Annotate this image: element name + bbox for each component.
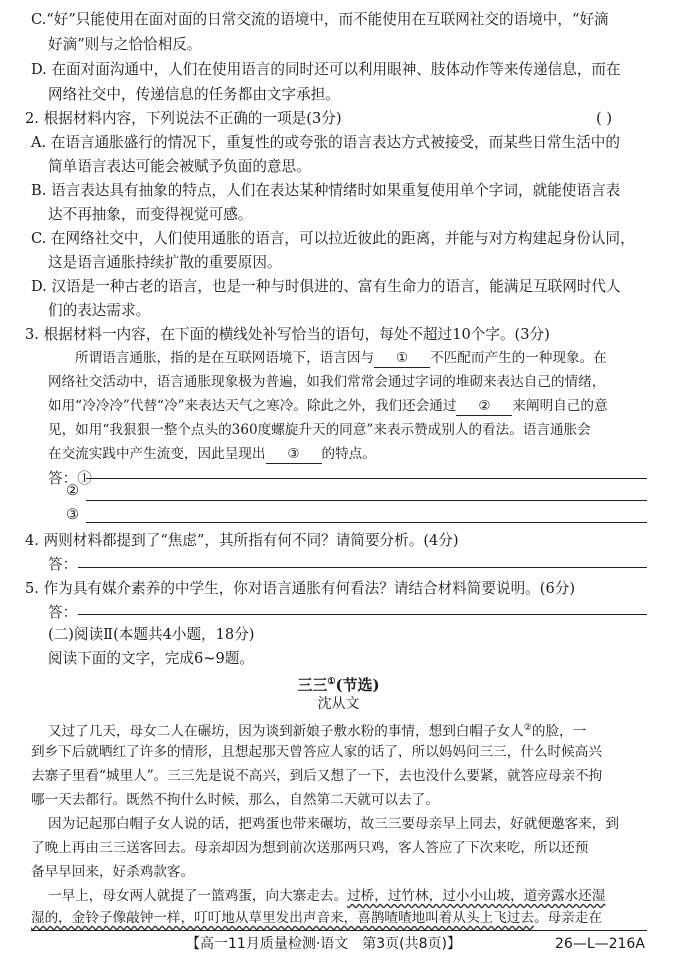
q3-blank-1: ① [374,349,430,368]
q3-blank-2: ② [456,397,512,416]
footer-code: 26—L—216A [555,936,645,952]
q4-answer-label: 答： [48,556,78,573]
q5-stem: 5. 作为具有媒介素养的中学生，你对语言通胀有何看法？请结合材料简要说明。(6分) [25,580,576,597]
story-text: 一早上，母女两人就提了一篮鸡蛋，向大寨走去。 [48,888,348,904]
q3-answer-line-3[interactable] [86,522,647,523]
story-p1-line3: 去寨子里看“城里人”。三三先是说不高兴，到后又想了一下，去也没什么要紧，就答应母亲不拘 [31,768,603,784]
footer-rule [31,930,647,931]
q1-option-d-line2: 网络社交中，传递信息的任务都由文字承担。 [48,86,340,103]
q3-passage-line2: 网络社交活动中，语言通胀现象极为普遍，如我们常常会通过字词的堆砌来表达自己的情绪， [48,374,606,390]
q3-text: 在交流实践中产生流变，因此呈现出 [48,446,266,462]
q3-text: 所谓语言通胀，指的是在互联网语境下，语言因与 [75,350,375,366]
story-text: 的脸，一 [531,723,587,740]
story-p2-line2: 了晚上再由三三送客回去。母亲却因为想到前次送那两只鸡，客人答应了下次来吃，所以还预 [31,840,589,856]
story-p1-line2: 到乡下后就晒红了许多的情形，且想起那天曾答应人家的话了，所以妈妈问三三，什么时候高兴 [31,744,602,760]
q3-answer-line-2[interactable] [86,500,647,501]
story-text: 。母亲走在 [533,910,602,926]
q3-passage-line1 [75,347,607,370]
story-p1-line4: 哪一天去都行。既然不拘什么时候，那么，自然第二天就可以去了。 [31,792,439,808]
q3-text: 来阐明自己的意 [512,398,608,414]
section-heading: (二)阅读Ⅱ(本题共4小题，18分) [48,626,255,643]
q3-passage-line4: 见，如用“我狠狠一整个点头的360度螺旋升天的同意”来表示赞成别人的看法。语言通胀会 [48,422,591,438]
wavy-underlined-text: 湿的，金铃子像敲钟一样，叮叮地从草里发出声音来，喜鹊喳喳地叫着从头上飞过去 [31,910,534,926]
answer-number: ① [77,470,92,487]
q2-answer-paren: ( ) [596,110,613,127]
q3-passage-line3 [48,395,608,418]
story-text: 又过了几天，母女二人在碾坊，因为谈到新娘子敷水粉的事情，想到白帽子女人 [48,723,524,740]
story-p1-line1 [48,717,586,744]
q5-answer-label: 答： [48,604,78,621]
footer-page-info: 【高一11月质量检测·语文 第3页(共8页)】 [186,936,462,952]
story-title-suffix: (节选) [335,676,380,694]
q2-option-b-line1: B. 语言表达具有抽象的特点，人们在表达某种情绪时如果重复使用单个字词，就能使语言表 [31,182,621,199]
q3-text: 的特点。 [321,446,376,462]
q2-option-b-line2: 达不再抽象，而变得视觉可感。 [48,206,253,223]
q3-blank-3: ③ [266,445,322,464]
q4-answer-line[interactable] [78,567,647,568]
q3-stem: 3. 根据材料一内容，在下面的横线处补写恰当的语句，每处不超过10个字。(3分) [25,326,550,343]
q3-passage-line5 [48,443,376,466]
q2-stem: 2. 根据材料内容，下列说法不正确的一项是(3分) [25,110,342,127]
q2-option-c-line1: C. 在网络社交中，人们使用通胀的语言，可以拉近彼此的距离，并能与对方构建起身份认同， [31,230,635,247]
q2-option-d-line1: D. 汉语是一种古老的语言，也是一种与时俱进的、富有生命力的语言，能满足互联网时代人 [31,278,621,295]
story-title-text: 三三 [297,676,328,694]
q2-option-a-line1: A. 在语言通胀盛行的情况下，重复性的或夸张的语言表达方式被接受，而某些日常生活中的 [31,134,620,151]
story-p2-line3: 备早早回来，好杀鸡款客。 [31,864,195,880]
q1-option-d-line1: D. 在面对面沟通中，人们在使用语言的同时还可以利用眼神、肢体动作等来传递信息，而在 [31,61,621,78]
story-p2-line1: 因为记起那白帽子女人说的话，把鸡蛋也带来碾坊，故三三要母亲早上同去，好就便邀客来，到 [48,816,619,832]
wavy-underlined-text: 过桥，过竹林，过小小山坡，道旁露水还湿 [347,888,606,904]
answer-label: 答： [48,470,78,487]
story-p3-line1 [48,885,605,908]
q2-option-d-line2: 们的表达需求。 [48,302,151,319]
section-instruction: 阅读下面的文字，完成6~9题。 [48,650,254,667]
q5-answer-line[interactable] [78,614,647,615]
q3-answer-line-1[interactable] [86,478,647,479]
q4-stem: 4. 两则材料都提到了“焦虑”，其所指有何不同？请简要分析。(4分) [25,532,459,549]
q1-option-c-line1: C.“好”只能使用在面对面的日常交流的语境中，而不能使用在互联网社交的语境中，“好滴 [31,11,609,28]
footnote-marker: ① [327,677,336,687]
q2-option-c-line2: 这是语言通胀持续扩散的重要原因。 [48,254,282,271]
q3-answer-2-label: ② [66,482,80,499]
q3-text: 不匹配而产生的一种现象。在 [430,350,607,366]
story-author: 沈从文 [317,696,360,712]
q3-text: 如用“冷冷冷”代替“冷”来表达天气之寒冷。除此之外，我们还会通过 [48,398,457,414]
q3-answer-3-label: ③ [66,506,80,523]
story-p3-line2 [31,907,602,930]
q1-option-c-line2: 好滴”则与之恰恰相反。 [48,36,202,53]
q2-option-a-line2: 简单语言表达可能会被赋予负面的意思。 [48,158,311,175]
footnote-marker: ② [523,723,532,733]
